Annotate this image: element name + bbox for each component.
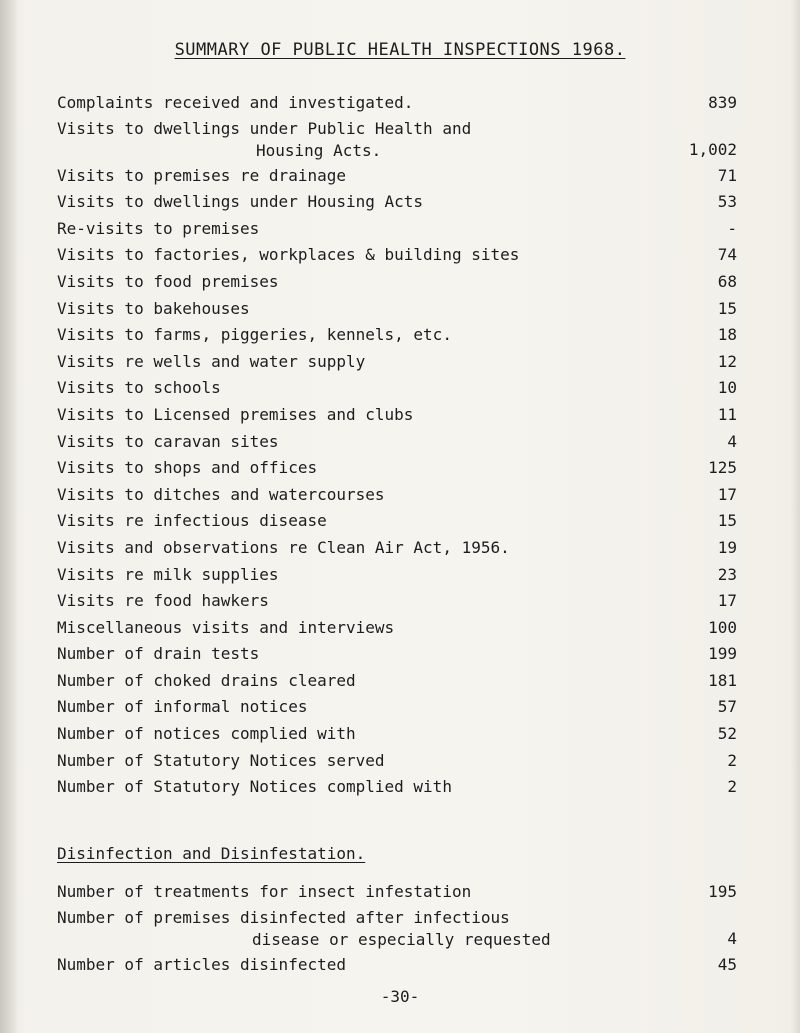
row-value: 100 [708, 617, 737, 637]
table-row [57, 641, 737, 668]
page-left-edge-shadow [0, 0, 18, 1033]
row-label: Visits to schools [57, 378, 221, 398]
row-value: 195 [708, 882, 737, 901]
row-label: Visits to Licensed premises and clubs [57, 404, 414, 424]
row-value: 4 [727, 431, 737, 451]
table-row [57, 774, 737, 801]
row-label: Number of Statutory Notices complied with [57, 777, 452, 797]
table-row [57, 668, 737, 695]
row-label: Miscellaneous visits and interviews [57, 617, 395, 637]
inspections-table [57, 90, 737, 801]
row-value: 17 [717, 484, 737, 504]
row-label: Re-visits to premises [57, 218, 260, 238]
row-label: Number of treatments for insect infestation [57, 882, 472, 901]
row-value: 17 [717, 591, 737, 611]
row-label: Visits to bakehouses [57, 298, 250, 318]
disinfection-table [57, 879, 737, 978]
table-row [57, 588, 737, 615]
row-label: Complaints received and investigated. [57, 93, 414, 112]
row-value: 15 [717, 298, 737, 318]
row-label-line-2: Housing Acts. [256, 140, 382, 160]
table-row [57, 322, 737, 349]
row-label: Visits to ditches and watercourses [57, 484, 385, 504]
table-row [57, 535, 737, 562]
table-row [57, 429, 737, 456]
row-value: - [727, 218, 737, 238]
row-label [57, 906, 551, 950]
row-value: 199 [708, 644, 737, 664]
table-row [57, 216, 737, 243]
row-value: 71 [717, 165, 737, 185]
row-label-line-2: disease or especially requested [252, 929, 551, 949]
table-row [57, 189, 737, 216]
table-row [57, 482, 737, 509]
row-label: Visits re infectious disease [57, 511, 327, 531]
row-label: Visits and observations re Clean Air Act, 1956. [57, 537, 510, 557]
table-row [57, 721, 737, 748]
row-label-line-1: Number of premises disinfected after infectious [57, 907, 510, 927]
row-value: 19 [717, 537, 737, 557]
row-label [57, 117, 471, 161]
row-label: Number of notices complied with [57, 724, 356, 744]
row-value: 74 [717, 245, 737, 265]
row-value: 10 [717, 378, 737, 398]
row-value: 15 [717, 511, 737, 531]
section-heading: Disinfection and Disinfestation. [57, 844, 366, 863]
row-label: Visits to premises re drainage [57, 165, 346, 185]
row-value: 18 [717, 325, 737, 345]
row-value: 2 [727, 750, 737, 770]
row-value: 4 [727, 928, 737, 948]
page-title: SUMMARY OF PUBLIC HEALTH INSPECTIONS 1968. [174, 40, 626, 60]
table-row [57, 455, 737, 482]
row-value: 53 [717, 192, 737, 212]
page-right-edge-shadow [790, 0, 800, 1033]
row-label: Visits re milk supplies [57, 564, 279, 584]
table-row [57, 117, 737, 163]
row-label: Number of drain tests [57, 644, 260, 664]
row-label: Number of informal notices [57, 697, 308, 717]
row-label: Visits re food hawkers [57, 591, 269, 611]
table-row [57, 748, 737, 775]
row-value: 181 [708, 670, 737, 690]
row-label: Number of choked drains cleared [57, 670, 356, 690]
row-value: 125 [708, 458, 737, 478]
table-row [57, 508, 737, 535]
table-row [57, 694, 737, 721]
row-label: Visits to dwellings under Housing Acts [57, 192, 424, 212]
table-row [57, 242, 737, 269]
row-value: 45 [717, 954, 737, 974]
row-label-line-1: Visits to dwellings under Public Health and [57, 118, 472, 138]
row-value: 68 [717, 271, 737, 291]
table-row [57, 402, 737, 429]
row-value: 839 [708, 93, 737, 112]
table-row [57, 562, 737, 589]
row-label: Visits to farms, piggeries, kennels, etc. [57, 325, 452, 345]
row-value: 52 [717, 724, 737, 744]
table-row [57, 952, 737, 979]
row-label: Number of articles disinfected [57, 954, 346, 974]
row-label: Visits to caravan sites [57, 431, 279, 451]
table-row [57, 879, 737, 906]
table-row [57, 375, 737, 402]
table-row [57, 269, 737, 296]
table-row [57, 906, 737, 952]
row-value: 2 [727, 777, 737, 797]
row-label: Visits to shops and offices [57, 458, 318, 478]
row-value: 23 [717, 564, 737, 584]
table-row [57, 163, 737, 190]
row-value: 57 [717, 697, 737, 717]
table-row [57, 296, 737, 323]
row-value: 11 [717, 404, 737, 424]
row-value: 12 [717, 351, 737, 371]
table-row [57, 615, 737, 642]
row-label: Visits re wells and water supply [57, 351, 366, 371]
row-label: Visits to food premises [57, 271, 279, 291]
table-row [57, 349, 737, 376]
table-row [57, 90, 737, 117]
row-label: Visits to factories, workplaces & building sites [57, 245, 520, 265]
row-label: Number of Statutory Notices served [57, 750, 385, 770]
row-value: 1,002 [688, 139, 737, 159]
page-number: -30- [380, 987, 420, 1006]
